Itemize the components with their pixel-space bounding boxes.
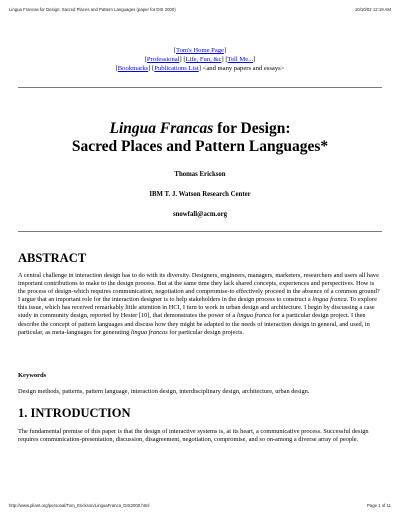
nav-link-professional[interactable]: Professional xyxy=(146,56,180,63)
abstract-italic-term: lingua franca xyxy=(236,312,272,320)
nav-bracket: [ xyxy=(152,65,155,72)
abstract-text: A central challenge in interaction design has to do with its diversity. Designers, engineers, managers, marketers, researchers and users all have important contributions to make to the design process. But at the same time they lack shared concepts, experiences and perspectives. How is the process of design-which requires communication, negotiation and compromise-to effectively proceed in the absence of a common ground? I argue that an important role for the interaction designer is to help stakeholders in the design process to construct a xyxy=(18,272,380,304)
footer-url: http://www.pliant.org/personal/Tom_Erickson/LinguaFranca_DIS2000.html xyxy=(9,503,150,508)
print-footer xyxy=(9,503,391,508)
abstract-text: for a particular design project. I then describe the concept of pattern languages and discuss how they might be adapted to the needs of interaction design in general, and used, in particular, as meta-languages for generating xyxy=(18,312,370,336)
nav-link-life-fun[interactable]: Life, Fun, &c xyxy=(185,56,222,63)
introduction-heading: 1. INTRODUCTION xyxy=(18,406,131,420)
nav-bracket: ] xyxy=(148,65,153,72)
abstract-text: . To explore this issue, which has received remarkably little attention in HCI, I turn to work in urban design and architecture. I begin by discussing a case study in community design, reported by Hester [10], that demonstrates the power of a xyxy=(18,296,377,320)
nav-link-tell-me[interactable]: Tell Me... xyxy=(227,56,254,63)
author-affiliation: IBM T. J. Watson Research Center xyxy=(149,191,251,198)
nav-bracket: ] xyxy=(198,65,203,72)
nav-bracket: [ xyxy=(144,56,147,63)
nav-bracket: [ xyxy=(115,65,118,72)
keywords-text: Design methods, patterns, pattern language, interaction design, interdisciplinary design, architecture, urban design. xyxy=(18,388,310,395)
author-name: Thomas Erickson xyxy=(174,171,226,178)
divider-middle xyxy=(18,231,382,232)
abstract-heading: ABSTRACT xyxy=(18,251,87,265)
nav-line-sections xyxy=(0,55,400,64)
nav-bracket: [ xyxy=(183,56,186,63)
author-email: snowfall@acm.org xyxy=(172,211,228,218)
nav-line-home xyxy=(0,46,400,55)
paper-title xyxy=(0,120,400,156)
nav-link-bookmarks[interactable]: Bookmarks xyxy=(117,65,149,72)
abstract-italic-term: lingua franca xyxy=(312,296,347,304)
nav-bracket: ] xyxy=(221,56,226,63)
nav-bracket: [ xyxy=(225,56,228,63)
nav-bracket: ] xyxy=(253,56,256,63)
title-line-1-rest: for Design: xyxy=(213,120,291,137)
abstract-text: for particular design projects. xyxy=(167,328,244,336)
nav-link-publications-list[interactable]: Publications List xyxy=(154,65,199,72)
nav-bracket: ] xyxy=(179,56,184,63)
nav-line-bookmarks xyxy=(0,64,400,73)
header-timestamp: 10/10/02 12:19 AM xyxy=(354,7,391,12)
divider-top xyxy=(18,87,382,88)
keywords-heading: Keywords xyxy=(18,372,47,379)
print-header xyxy=(9,7,391,12)
nav-tail-text: <and many papers and essays> xyxy=(202,65,285,72)
nav-bracket: [ xyxy=(173,47,176,54)
nav-link-home-page[interactable]: Tom's Home Page xyxy=(176,47,224,54)
abstract-body xyxy=(18,272,382,337)
title-italic: Lingua Francas xyxy=(109,120,214,137)
title-line-2: Sacred Places and Pattern Languages* xyxy=(71,138,329,155)
title-line-1 xyxy=(0,120,400,138)
introduction-text: The fundamental premise of this paper is that the design of interactive systems is, at its heart, a communicative process. Successful design requires communication-presentation, discussion, disagreement, negotiation, compromise, and so on-among a diverse array of people. xyxy=(18,428,369,444)
nav-bracket: ] xyxy=(223,47,227,54)
abstract-italic-term: lingua francas xyxy=(130,328,168,336)
footer-page-number: Page 1 of 11 xyxy=(366,503,391,508)
header-page-title: Lingua Francas for Design: Sacred Places and Pattern Languages (paper for DIS 2000) xyxy=(9,7,176,12)
